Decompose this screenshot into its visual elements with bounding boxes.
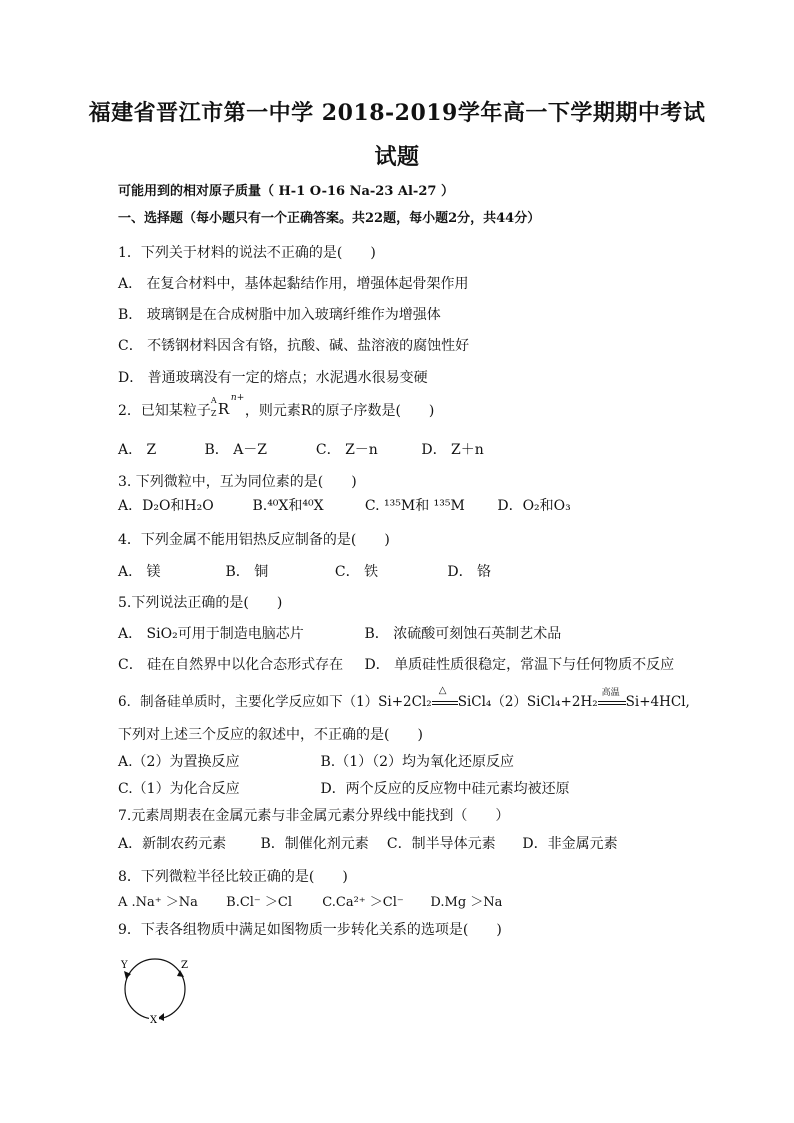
question-7-stem: 7.元素周期表在金属元素与非金属元素分界线中能找到（ ） [118, 808, 510, 824]
question-1-option-b: B． 玻璃钢是在合成树脂中加入玻璃纤维作为增强体 [118, 307, 441, 323]
question-3-options [118, 495, 571, 515]
question-4-option-b: B． 铜 [225, 564, 269, 580]
question-3-option-b: B.⁴⁰X和⁴⁰X [252, 498, 324, 514]
question-7-option-d: D．非金属元素 [522, 836, 618, 852]
question-2-stem-pre: 2．已知某粒子 [118, 403, 211, 419]
question-5-option-c: C． 硅在自然界中以化合态形式存在 [118, 657, 344, 673]
question-3-option-a: A．D₂O和H₂O [118, 498, 214, 514]
question-5-option-b: B． 浓硫酸可刻蚀石英制艺术品 [364, 626, 562, 642]
exam-title-line2: 试题 [374, 144, 420, 170]
question-6-stem-pre: 6．制备硅单质时，主要化学反应如下（1）Si+2Cl₂ [118, 694, 432, 710]
atomic-mass-info: 可能用到的相对原子质量（ H-1 O-16 Na-23 Al-27 ） [118, 184, 454, 199]
question-2-option-a: A． Z [118, 442, 157, 458]
question-3-stem: 3. 下列微粒中，互为同位素的是( ) [118, 474, 357, 490]
question-5-option-a: A． SiO₂可用于制造电脑芯片 [118, 626, 304, 642]
question-2-stem [118, 393, 435, 420]
question-3-option-d: D．O₂和O₃ [497, 498, 571, 514]
question-6-stem-post: Si+4HCl, [625, 694, 690, 710]
question-7-option-a: A．新制农药元素 [118, 836, 227, 852]
question-2-options [118, 439, 484, 459]
question-3-option-c: C. ¹³⁵M和 ¹³⁵M [364, 498, 465, 514]
question-5-options-ab [118, 623, 561, 643]
cycle-circle [125, 959, 185, 1019]
node-y-label: Y [121, 960, 128, 971]
question-4-options [118, 561, 491, 581]
question-6-line2: 下列对上述三个反应的叙述中，不正确的是( ) [118, 727, 423, 743]
question-6-options-ab [118, 751, 514, 771]
question-4-option-a: A． 镁 [118, 564, 161, 580]
question-5-stem: 5.下列说法正确的是( ) [118, 595, 283, 611]
element-symbol: R [217, 400, 230, 418]
question-6-option-b: B.（1）（2）均为氧化还原反应 [320, 754, 515, 770]
question-4-stem: 4．下列金属不能用铝热反应制备的是( ) [118, 532, 390, 548]
question-8-option-a: A .Na⁺ ＞Na [118, 895, 198, 910]
question-2-option-b: B． A－Z [204, 442, 268, 458]
node-z-label: Z [181, 960, 188, 971]
question-6-stem [118, 685, 690, 710]
question-6-stem-mid: SiCl₄（2）SiCl₄+2H₂ [457, 694, 598, 710]
equals-sign [598, 704, 626, 705]
question-1-stem: 1．下列关于材料的说法不正确的是( ) [118, 245, 376, 261]
question-7-option-c: C．制半导体元素 [386, 836, 496, 852]
atomic-number: Z [210, 409, 217, 418]
question-9-stem: 9．下表各组物质中满足如图物质一步转化关系的选项是( ) [118, 922, 502, 938]
question-5-options-cd [118, 654, 674, 674]
question-1-option-a: A． 在复合材料中，基体起黏结作用，增强体起骨架作用 [118, 276, 469, 292]
reaction-condition-high-temp-label: 高温 [601, 688, 620, 698]
question-6-option-a: A.（2）为置换反应 [118, 754, 240, 770]
node-x-label: X [150, 1015, 158, 1025]
question-6-options-cd [118, 778, 570, 798]
question-8-stem: 8．下列微粒半径比较正确的是( ) [118, 869, 348, 885]
question-8-option-c: C.Ca²⁺ ＞Cl⁻ [322, 895, 404, 910]
ion-charge: n+ [230, 393, 245, 403]
equals-sign [598, 701, 626, 702]
question-6-option-d: D．两个反应的反应物中硅元素均被还原 [320, 781, 570, 797]
mass-number: A [210, 396, 217, 405]
question-2-stem-post: ，则元素R的原子序数是( ) [244, 403, 435, 419]
section-heading: 一、选择题（每小题只有一个正确答案。共22题，每小题2分，共44分） [118, 211, 541, 226]
question-4-option-d: D． 铬 [447, 564, 492, 580]
question-1-option-c: C． 不锈钢材料因含有铬，抗酸、碱、盐溶液的腐蚀性好 [118, 338, 470, 354]
arrow-head-y-to-z [177, 970, 184, 977]
question-8-option-d: D.Mg ＞Na [430, 895, 503, 910]
question-7-option-b: B．制催化剂元素 [260, 836, 369, 852]
question-2-option-c: C． Z－n [315, 442, 378, 458]
reaction-condition-heat [432, 685, 458, 707]
equals-sign [432, 701, 458, 702]
question-1-option-d: D． 普通玻璃没有一定的熔点；水泥遇水很易变硬 [118, 370, 428, 386]
question-2-option-d: D． Z＋n [421, 442, 484, 458]
question-4-option-c: C． 铁 [334, 564, 379, 580]
reaction-condition-high-temp [598, 688, 626, 707]
conversion-cycle-diagram [118, 955, 198, 1025]
equals-sign [432, 704, 458, 705]
exam-title-line1: 福建省晋江市第一中学 2018-2019学年高一下学期期中考试 [88, 100, 706, 126]
reaction-condition-heat-label: △ [438, 685, 447, 696]
question-8-options [118, 891, 502, 910]
question-8-option-b: B.Cl⁻ ＞Cl [226, 895, 293, 910]
question-7-options [118, 833, 618, 853]
question-5-option-d: D． 单质硅性质很稳定，常温下与任何物质不反应 [364, 657, 675, 673]
question-6-option-c: C.（1）为化合反应 [118, 781, 240, 797]
nuclide-symbol [210, 393, 245, 418]
